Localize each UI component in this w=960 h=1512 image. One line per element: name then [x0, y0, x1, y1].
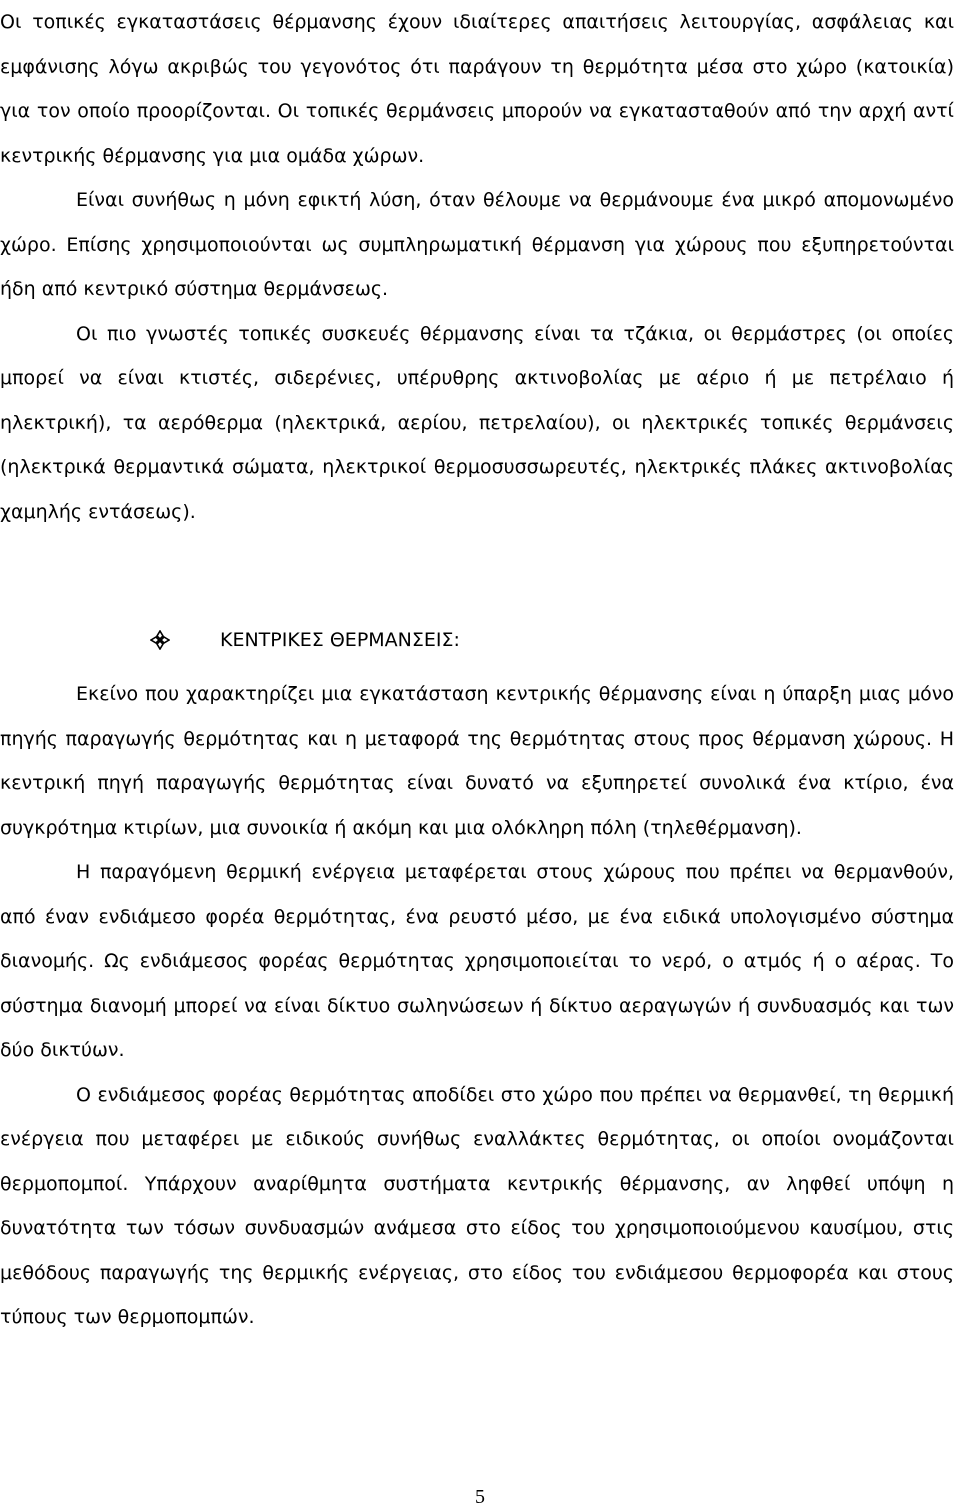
central-paragraph-1: Εκείνο που χαρακτηρίζει μια εγκατάσταση κεντρικής θέρμανσης είναι η ύπαρξη μιας μόνο πηγής παραγωγής θερμότητας και η μεταφορά της θερμότητας στους προς θέρμανση χώρους. Η κεντρική πηγή παραγωγής θερμότητας είναι δυνατό να εξυπηρετεί συνολικά ένα κτίριο, ένα συγκρότημα κτιρίων, μια συνοικία ή ακόμη και μια ολόκληρη πόλη (τηλεθέρμανση). — [0, 683, 954, 839]
intro-paragraph-1: Οι τοπικές εγκαταστάσεις θέρμανσης έχουν ιδιαίτερες απαιτήσεις λειτουργίας, ασφάλειας και εμφάνισης λόγω ακριβώς του γεγονότος ότι παράγουν τη θερμότητα μέσα στο χώρο (κατοικία) για τον οποίο προορίζονται. Οι τοπικές θερμάνσεις μπορούν να εγκατασταθούν από την αρχή αντί κεντρικής θέρμανσης για μια ομάδα χώρων. — [0, 11, 954, 167]
intro-paragraph-3: Οι πιο γνωστές τοπικές συσκευές θέρμανσης είναι τα τζάκια, οι θερμάστρες (οι οποίες μπορεί να είναι κτιστές, σιδερένιες, υπέρυθρης ακτινοβολίας με αέριο ή με πετρέλαιο ή ηλεκτρική), τα αερόθερμα (ηλεκτρικά, αερίου, πετρελαίου), οι ηλεκτρικές τοπικές θερμάνσεις (ηλεκτρικά θερμαντικά σώματα, ηλεκτρικοί θερμοσυσσωρευτές, ηλεκτρικές πλάκες ακτινοβολίας χαμηλής εντάσεως). — [0, 322, 954, 523]
intro-paragraph-2: Είναι συνήθως η μόνη εφικτή λύση, όταν θέλουμε να θερμάνουμε ένα μικρό απομονωμένο χώρο. Επίσης χρησιμοποιούνται ως συμπληρωματική θέρμανση για χώρους που εξυπηρετούνται ήδη από κεντρικό σύστημα θερμάνσεως. — [0, 189, 954, 300]
page-number: 5 — [475, 1486, 485, 1508]
section-heading-text: ΚΕΝΤΡΙΚΕΣ ΘΕΡΜΑΝΣΕΙΣ: — [220, 629, 460, 651]
diamond-bullet-icon — [150, 630, 170, 650]
central-paragraph-3: Ο ενδιάμεσος φορέας θερμότητας αποδίδει στο χώρο που πρέπει να θερμανθεί, τη θερμική ενέργεια που μεταφέρει με ειδικούς συνήθως εναλλάκτες θερμότητας, οι οποίοι ονομάζονται θερμοπομποί. Υπάρχουν αναρίθμητα συστήματα κεντρικής θέρμανσης, αν ληφθεί υπόψη η δυνατότητα των τόσων συνδυασμών ανάμεσα στο είδος του χρησιμοποιούμενου καυσίμου, στις μεθόδους παραγωγής της θερμικής ενέργειας, στο είδος του ενδιάμεσου θερμοφορέα και στους τύπους των θερμοπομπών. — [0, 1083, 954, 1328]
intro-section — [0, 0, 954, 534]
central-paragraph-2: Η παραγόμενη θερμική ενέργεια μεταφέρεται στους χώρους που πρέπει να θερμανθούν, από έναν ενδιάμεσο φορέα θερμότητας, ένα ρευστό μέσο, με ένα ειδικά υπολογισμένο σύστημα διανομής. Ως ενδιάμεσος φορέας θερμότητας χρησιμοποιείται το νερό, ο ατμός ή ο αέρας. Το σύστημα διανομή μπορεί να είναι δίκτυο σωληνώσεων ή δίκτυο αεραγωγών ή συνδυασμός και των δύο δικτύων. — [0, 861, 954, 1061]
central-heating-section — [0, 672, 954, 1340]
section-heading — [150, 618, 460, 662]
